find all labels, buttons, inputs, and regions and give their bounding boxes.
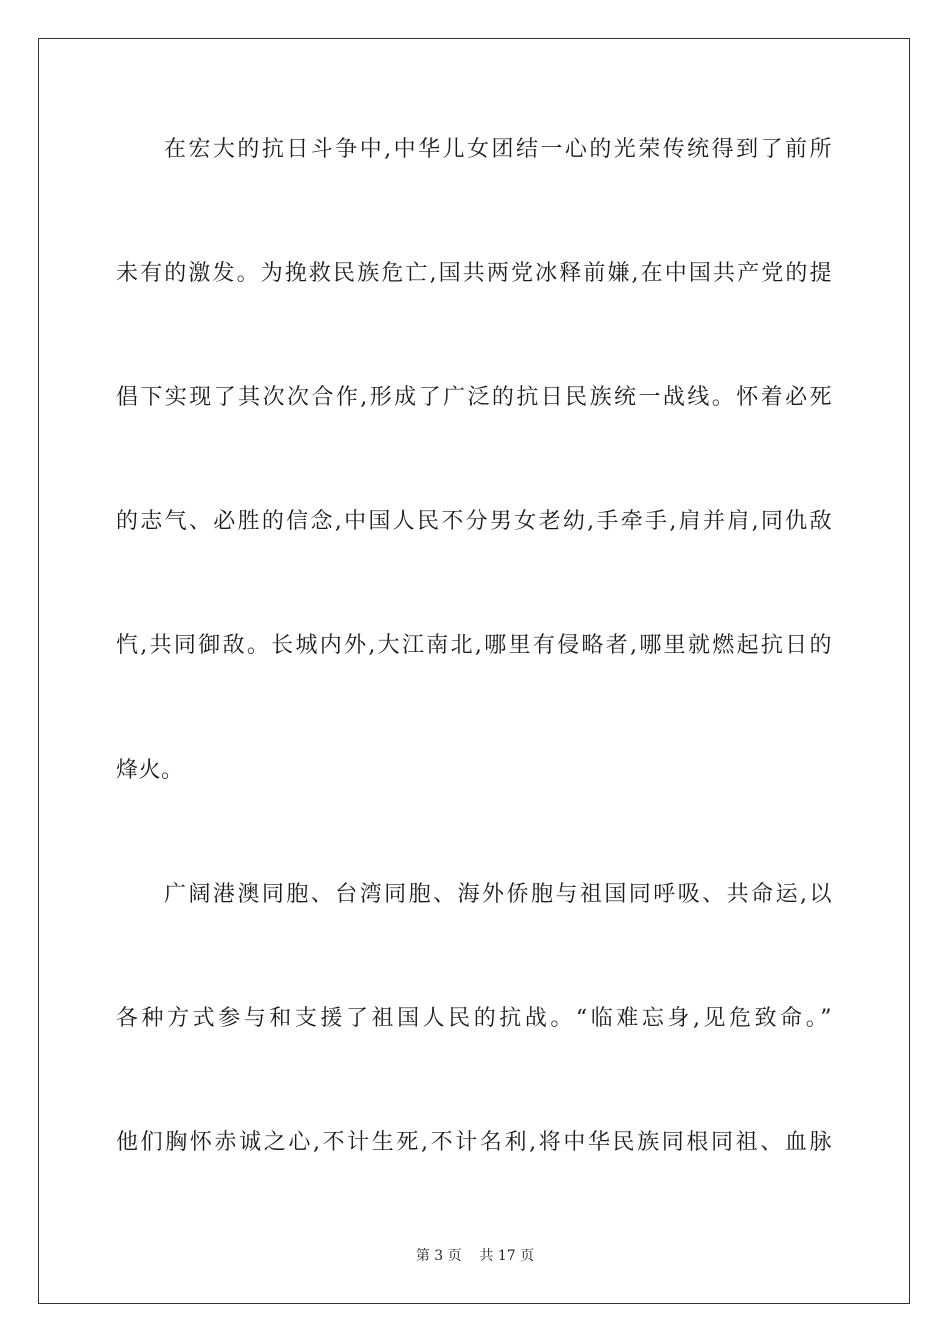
paragraph-1-line-2: 未有的激发。为挽救民族危亡,国共两党冰释前嫌,在中国共产党的提 bbox=[116, 261, 832, 286]
page-number-footer bbox=[0, 1247, 950, 1265]
paragraph-2-line-3: 他们胸怀赤诚之心,不计生死,不计名利,将中华民族同根同祖、血脉 bbox=[116, 1130, 832, 1155]
paragraph-1-line-3: 倡下实现了其次次合作,形成了广泛的抗日民族统一战线。怀着必死 bbox=[116, 385, 832, 410]
paragraph-2-line-2: 各种方式参与和支援了祖国人民的抗战。“临难忘身,见危致命。” bbox=[116, 1006, 832, 1031]
paragraph-1-line-5: 忾,共同御敌。长城内外,大江南北,哪里有侵略者,哪里就燃起抗日的 bbox=[116, 633, 832, 658]
paragraph-1-line-1: 在宏大的抗日斗争中,中华儿女团结一心的光荣传统得到了前所 bbox=[164, 137, 832, 162]
page-border bbox=[38, 38, 910, 1304]
paragraph-1-line-4: 的志气、必胜的信念,中国人民不分男女老幼,手牵手,肩并肩,同仇敌 bbox=[116, 509, 832, 534]
paragraph-1-line-6: 烽火。 bbox=[116, 758, 184, 783]
paragraph-2-line-1: 广阔港澳同胞、台湾同胞、海外侨胞与祖国同呼吸、共命运,以 bbox=[164, 882, 832, 907]
page-number-label: 第 3 页 共 17 页 bbox=[415, 1248, 535, 1264]
